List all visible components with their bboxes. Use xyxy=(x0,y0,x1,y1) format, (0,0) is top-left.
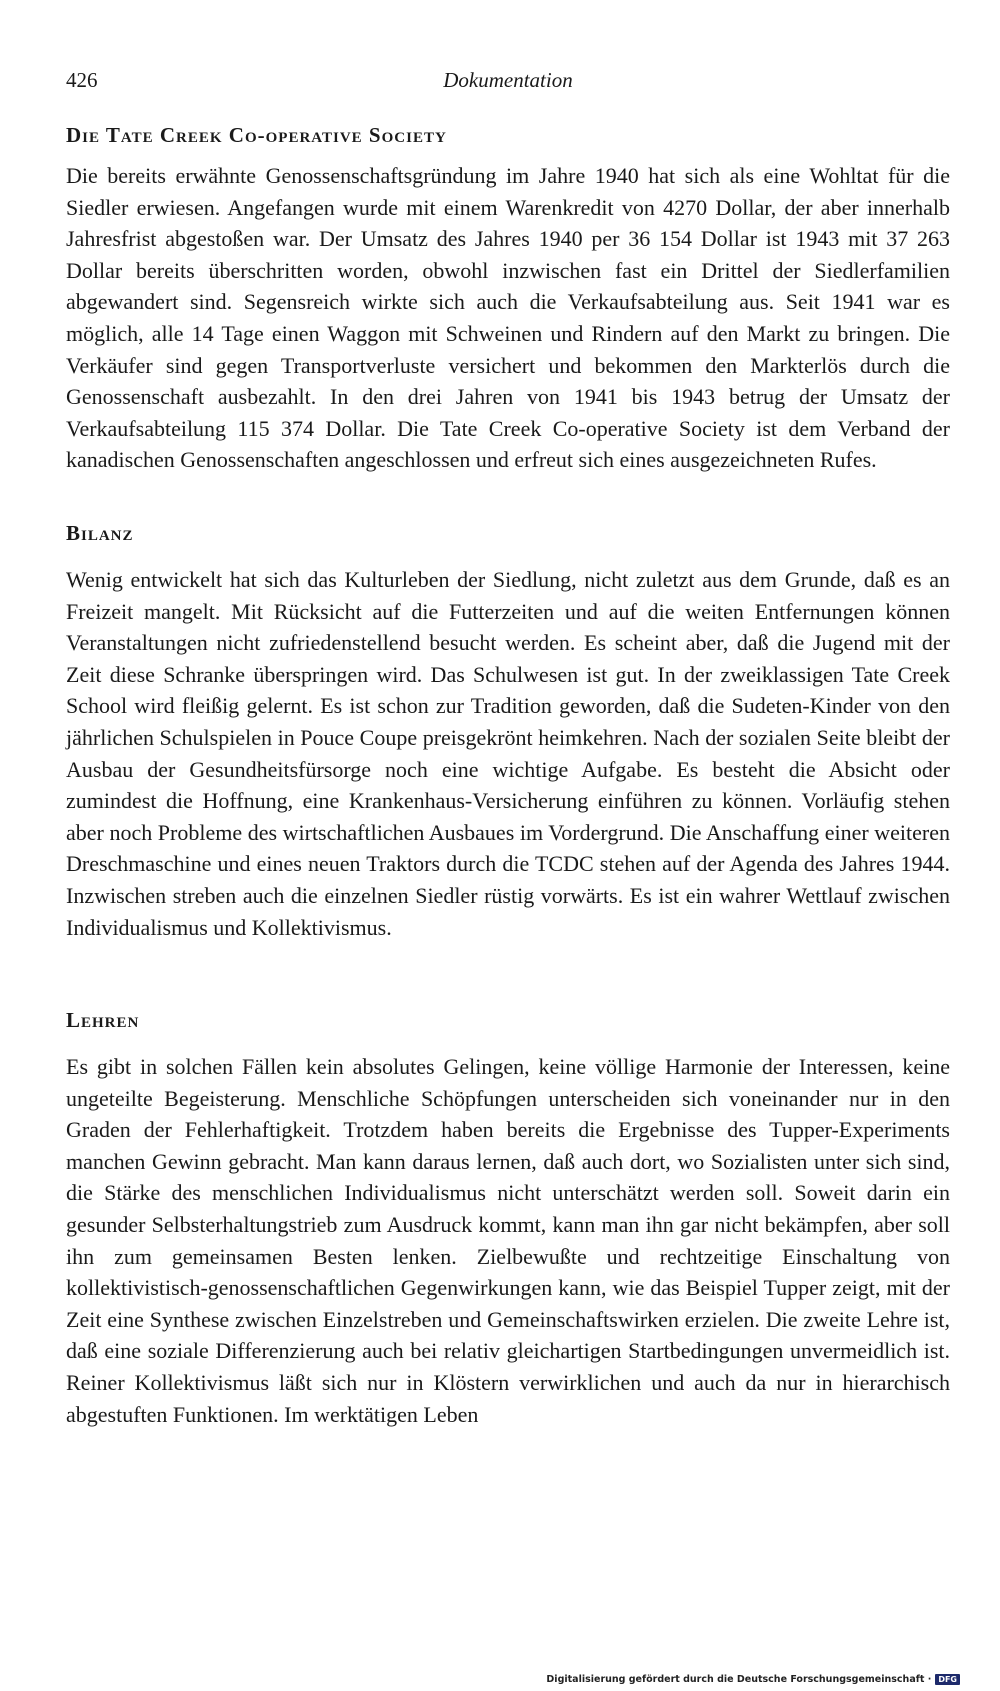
section-heading: Lehren xyxy=(66,1008,140,1032)
section-tate-creek xyxy=(66,120,950,476)
section-heading: Bilanz xyxy=(66,521,134,545)
page-number: 426 xyxy=(66,68,98,92)
section-paragraph: Die bereits erwähnte Genossenschaftsgründung im Jahre 1940 hat sich als eine Wohltat für die Siedler erwiesen. Angefangen wurde mit einem Warenkredit von 4270 Dollar, der aber innerhalb Jahresfrist abgestoßen war. Der Umsatz des Jahres 1940 per 36 154 Dollar ist 1943 mit 37 263 Dollar bereits überschritten worden, obwohl inzwischen fast ein Drittel der Siedlerfamilien abgewandert sind. Segensreich wirkte sich auch die Verkaufsabteilung aus. Seit 1941 war es möglich, alle 14 Tage einen Waggon mit Schweinen und Rindern auf den Markt zu bringen. Die Verkäufer sind gegen Transportverluste versichert und bekommen den Markterlös durch die Genossenschaft ausbezahlt. In den drei Jahren von 1941 bis 1943 betrug der Umsatz der Verkaufsabteilung 115 374 Dollar. Die Tate Creek Co-operative Society ist dem Verband der kanadischen Genossenschaften angeschlossen und erfreut sich eines ausgezeichneten Rufes. xyxy=(66,163,950,473)
credit-text: Digitalisierung gefördert durch die Deutsche Forschungsgemeinschaft · xyxy=(546,1674,932,1685)
section-bilanz xyxy=(66,518,950,943)
running-head xyxy=(66,68,950,98)
document-page xyxy=(66,0,950,1691)
section-paragraph: Es gibt in solchen Fällen kein absolutes Gelingen, keine völlige Harmonie der Interessen, keine ungeteilte Begeisterung. Menschliche Schöpfungen unterscheiden sich voneinander nur in den Graden der Fehlerhaftigkeit. Trotzdem haben bereits die Ergebnisse des Tupper-Experiments manchen Gewinn gebracht. Man kann daraus lernen, daß auch dort, wo Sozialisten unter sich sind, die Stärke des menschlichen Individualismus nicht unterschätzt werden soll. Soweit darin ein gesunder Selbsterhaltungstrieb zum Ausdruck kommt, kann man ihn gar nicht bekämpfen, aber soll ihn zum gemeinsamen Besten lenken. Zielbewußte und rechtzeitige Einschaltung von kollektivistisch-genossenschaftlichen Gegenwirkungen kann, wie das Beispiel Tupper zeigt, mit der Zeit eine Synthese zwischen Einzelstreben und Gemeinschaftswirken erzielen. Die zweite Lehre ist, daß eine soziale Differenzierung auch bei relativ gleichartigen Startbedingungen unvermeidlich ist. Reiner Kollektivismus läßt sich nur in Klöstern verwirklichen und auch da nur in hierarchisch abgestuften Funktionen. Im werktätigen Leben xyxy=(66,1054,950,1427)
section-paragraph: Wenig entwickelt hat sich das Kulturleben der Siedlung, nicht zuletzt aus dem Grunde, daß es an Freizeit mangelt. Mit Rücksicht auf die Futterzeiten und auf die weiten Entfernungen können Veranstaltungen nicht zufriedenstellend besucht werden. Es scheint aber, daß die Jugend mit der Zeit diese Schranke überspringen wird. Das Schulwesen ist gut. In der zweiklassigen Tate Creek School wird fleißig gelernt. Es ist schon zur Tradition geworden, daß die Sudeten-Kinder von den jährlichen Schulspielen in Pouce Coupe preisgekrönt heimkehren. Nach der sozialen Seite bleibt der Ausbau der Gesundheitsfürsorge noch eine wichtige Aufgabe. Es besteht die Absicht oder zumindest die Hoffnung, eine Krankenhaus-Versicherung einführen zu können. Vorläufig stehen aber noch Probleme des wirtschaftlichen Ausbaues im Vordergrund. Die Anschaffung einer weiteren Dreschmaschine und eines neuen Traktors durch die TCDC stehen auf der Agenda des Jahres 1944. Inzwischen streben auch die einzelnen Siedler rüstig vorwärts. Es ist ein wahrer Wettlauf zwischen Individualismus und Kollektivismus. xyxy=(66,567,950,940)
digitization-credit xyxy=(546,1674,960,1685)
running-title: Dokumentation xyxy=(443,68,573,92)
section-heading: Die Tate Creek Co-operative Society xyxy=(66,123,447,147)
section-lehren xyxy=(66,1005,950,1430)
dfg-logo: DFG xyxy=(935,1674,960,1685)
